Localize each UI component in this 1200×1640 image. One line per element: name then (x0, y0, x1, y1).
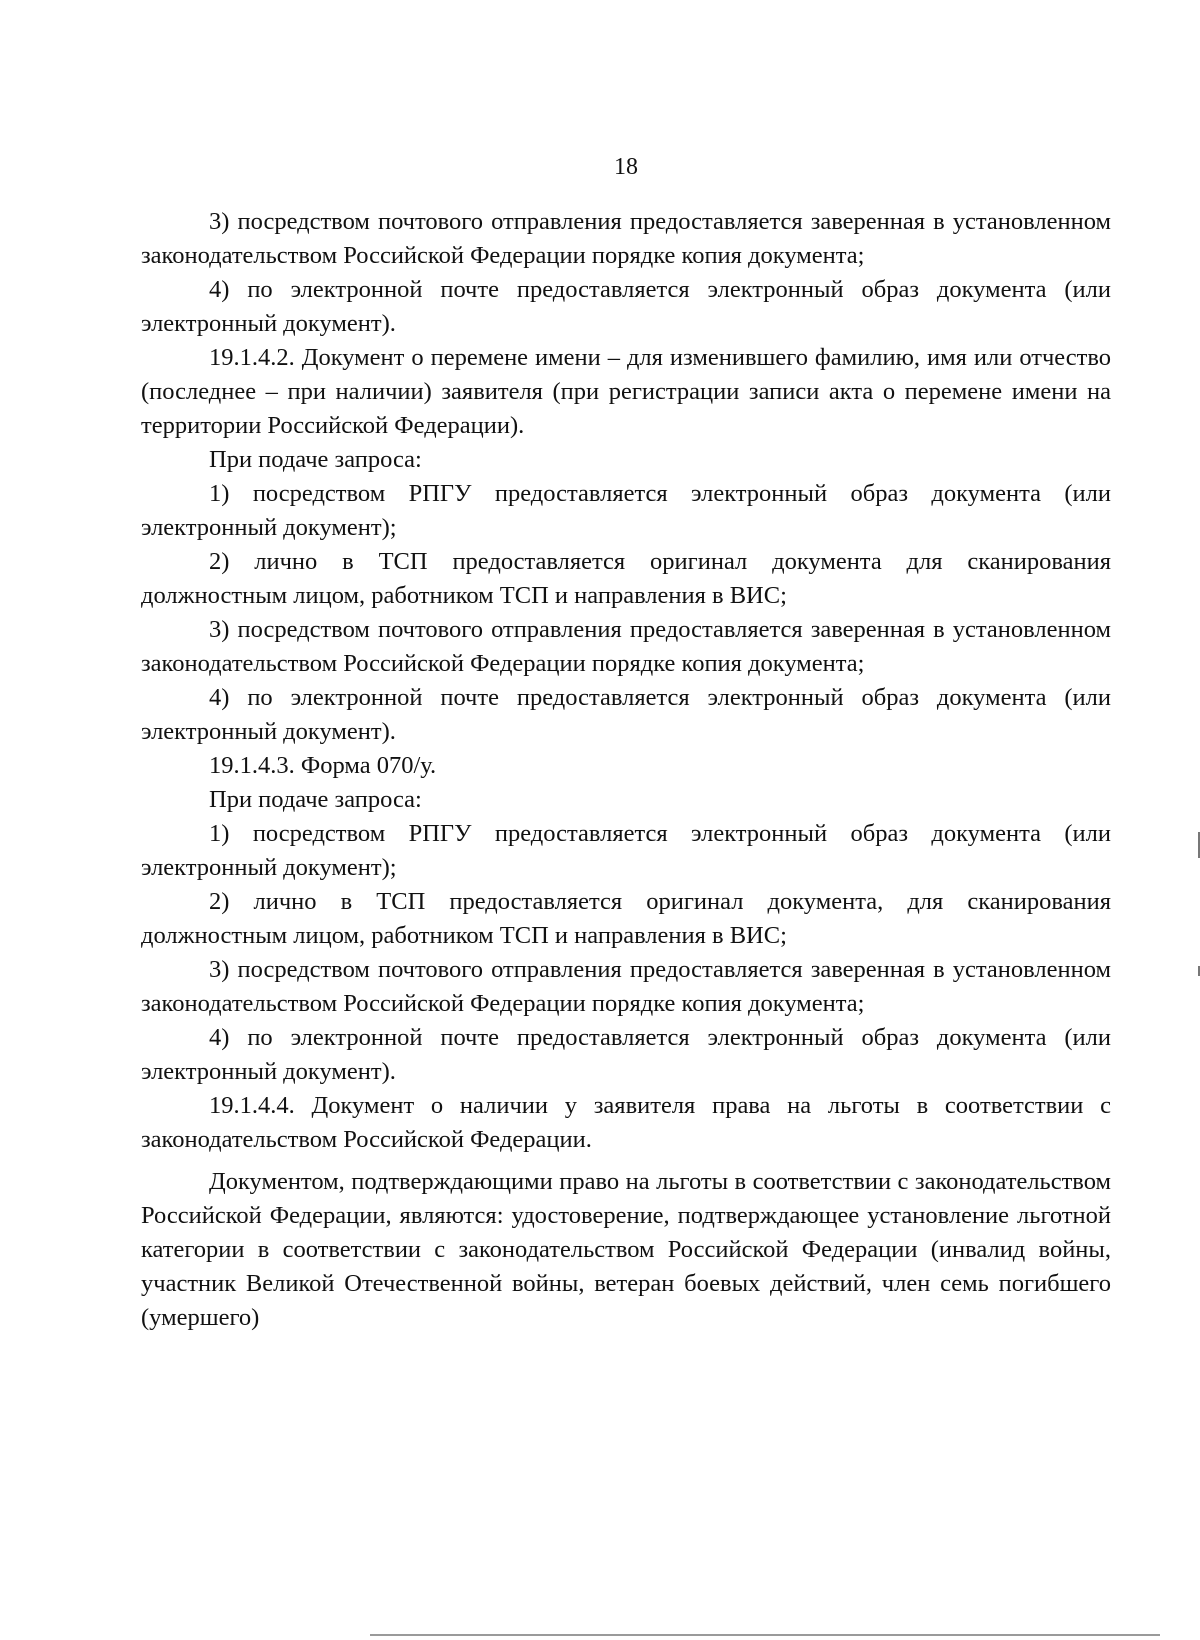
paragraph: 3) посредством почтового отправления предоставляется заверенная в установленном законодательством Российской Федерации порядке копия документа; (141, 616, 1111, 677)
paragraph: При подаче запроса: (209, 786, 422, 813)
paragraph: Документом, подтверждающими право на льготы в соответствии с законодательством Российской Федерации, являются: удостоверение, подтверждающее установление льготной категории в соответствии с законодательством Российской Федерации (инвалид войны, участник Великой Отечественной войны, ветеран боевых действий, член семь погибшего (умершего) (141, 1168, 1111, 1331)
paragraph: 19.1.4.4. Документ о наличии у заявителя права на льготы в соответствии с законодательством Российской Федерации. (141, 1092, 1111, 1153)
paragraph: 2) лично в ТСП предоставляется оригинал документа, для сканирования должностным лицом, работником ТСП и направления в ВИС; (141, 888, 1111, 949)
paragraph: 3) посредством почтового отправления предоставляется заверенная в установленном законодательством Российской Федерации порядке копия документа; (141, 956, 1111, 1017)
paragraph: 2) лично в ТСП предоставляется оригинал документа для сканирования должностным лицом, работником ТСП и направления в ВИС; (141, 548, 1111, 609)
paragraph: 3) посредством почтового отправления предоставляется заверенная в установленном законодательством Российской Федерации порядке копия документа; (141, 208, 1111, 269)
paragraph: 4) по электронной почте предоставляется электронный образ документа (или электронный документ). (141, 684, 1111, 745)
paragraph: 4) по электронной почте предоставляется электронный образ документа (или электронный документ). (141, 276, 1111, 337)
paragraph: 1) посредством РПГУ предоставляется электронный образ документа (или электронный документ); (141, 480, 1111, 541)
paragraph: 19.1.4.2. Документ о перемене имени – для изменившего фамилию, имя или отчество (последнее – при наличии) заявителя (при регистрации записи акта о перемене имени на территории Российской Федерации). (141, 344, 1111, 439)
paragraph: 1) посредством РПГУ предоставляется электронный образ документа (или электронный документ); (141, 820, 1111, 881)
scan-bottom-edge (370, 1634, 1160, 1636)
paragraph: 19.1.4.3. Форма 070/у. (209, 752, 437, 779)
paragraph: 4) по электронной почте предоставляется электронный образ документа (или электронный документ). (141, 1024, 1111, 1085)
page-number: 18 (614, 154, 638, 180)
document-body (141, 205, 1111, 1335)
paragraph: При подаче запроса: (209, 446, 422, 473)
